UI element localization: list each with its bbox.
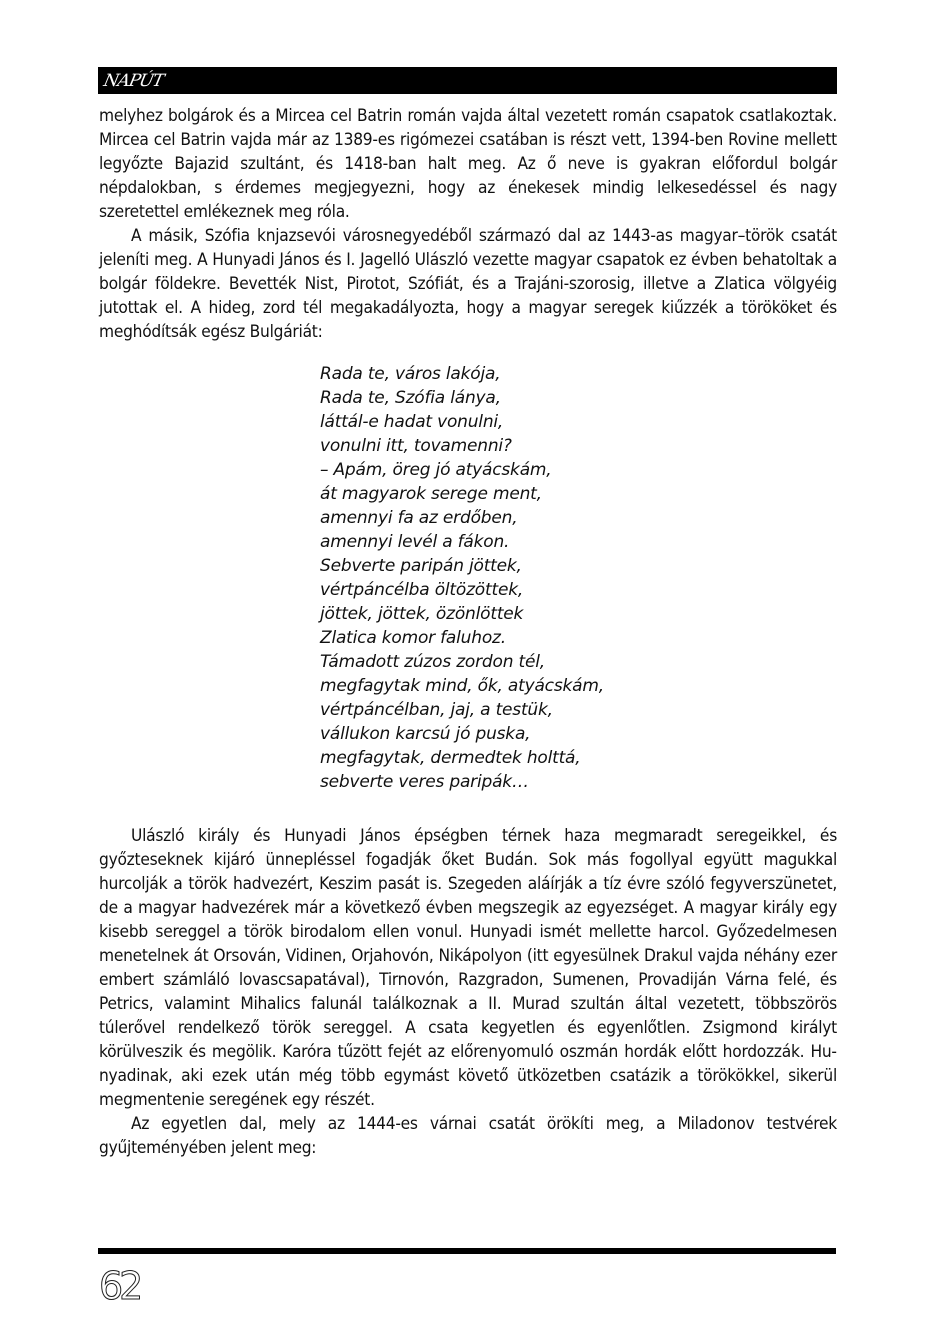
paragraph-3: Ulászló király és Hunyadi János épségben térnek haza megmaradt seregeikkel, és győzteseknek kijáró ünnepléssel fogadják őket Budán. Sok más fogollyal együtt magukkal hurcolják a török hadvezért, Keszim pasát is. Szegeden aláírják a tíz évre szóló fegyverszünetet, de a magyar hadvezérek már a következő évben megszegik az egyezséget. A magyar király egy kisebb sereggel a török birodalom ellen vonul. Hunyadi ismét mellette harcol. Győzedelmesen menetelnek át Orsován, Vidinen, Orjahovón, Nikápolyon (itt egyesülnek Drakul vajda néhány ezer embert számláló lovascsapatával), Tirnovón, Razgradon, Sumenen, Provadiján Várna felé, és Petrics, valamint Mihalics falunál találkoznak a II. Murad szultán által vezetett, többszörös túlerővel rendelkező török sereggel. A csata kegyetlen és egyenlőtlen. Zsigmond királyt körülveszik és megölik. Karóra tűzött fejét az előrenyomuló oszmán hordák előtt hordozzák. Hunyadinak, aki ezek után még több egymást követő ütközetben csatázik a törökökkel, sikerül megmentenie seregének egy részét. <box>99 826 837 1110</box>
poem-line: vállukon karcsú jó puska, <box>320 724 531 744</box>
poem-line: Zlatica komor faluhoz. <box>320 628 506 648</box>
paragraph-4: Az egyetlen dal, mely az 1444-es várnai csatát örökíti meg, a Miladonov testvérek gyűjteményében jelent meg: <box>99 1114 837 1158</box>
paragraph-1: melyhez bolgárok és a Mircea cel Batrin román vajda által vezetett román csapatok csatlakoztak. Mircea cel Batrin vajda már az 1389-es rigómezei csatában is részt vett, 1394-ben Rovine mellett legyőzte Bajazid szultánt, és 1418-ban halt meg. Az ő neve is gyakran előfordul bolgár népdalokban, s érdemes megjegyezni, hogy az énekesek mindig lelkesedéssel és nagy szeretettel emlékeznek meg róla. <box>99 106 837 222</box>
poem-line: Támadott zúzos zordon tél, <box>320 652 545 672</box>
poem-line: vonulni itt, tovamenni? <box>320 436 512 456</box>
poem-line: jöttek, jöttek, özönlöttek <box>320 604 524 624</box>
page-number: 62 <box>99 1264 140 1308</box>
poem-block <box>320 362 837 794</box>
poem-line: sebverte veres paripák… <box>320 772 529 792</box>
poem-line: vértpáncélban, jaj, a testük, <box>320 700 553 720</box>
poem-line: amennyi levél a fákon. <box>320 532 510 552</box>
poem-line: – Apám, öreg jó atyácskám, <box>320 460 552 480</box>
page-body <box>99 104 837 1160</box>
poem-line: Rada te, Szófia lánya, <box>320 388 501 408</box>
running-header-bar <box>98 67 837 94</box>
poem-line: láttál-e hadat vonulni, <box>320 412 504 432</box>
poem-line: amennyi fa az erdőben, <box>320 508 518 528</box>
poem-line: megfagytak, dermedtek holttá, <box>320 748 581 768</box>
poem-line: megfagytak mind, ők, atyácskám, <box>320 676 604 696</box>
footer-rule <box>98 1248 836 1254</box>
poem-line: át magyarok serege ment, <box>320 484 542 504</box>
poem-line: Sebverte paripán jöttek, <box>320 556 522 576</box>
journal-logo: NAPÚT <box>101 71 166 91</box>
poem-line: vértpáncélba öltözöttek, <box>320 580 524 600</box>
paragraph-2: A másik, Szófia knjazsevói városnegyedéből származó dal az 1443-as magyar–török csatát jeleníti meg. A Hunyadi János és I. Jagelló Ulászló vezette magyar csapatok ez évben behatoltak a bolgár földekre. Bevették Nist, Pirotot, Szófiát, és a Trajáni-szorosig, illetve a Zlatica völgyéig jutottak el. A hideg, zord tél megakadályozta, hogy a magyar seregek kiűzzék a törököket és meghódítsák egész Bulgáriát: <box>99 226 837 342</box>
poem-line: Rada te, város lakója, <box>320 364 501 384</box>
